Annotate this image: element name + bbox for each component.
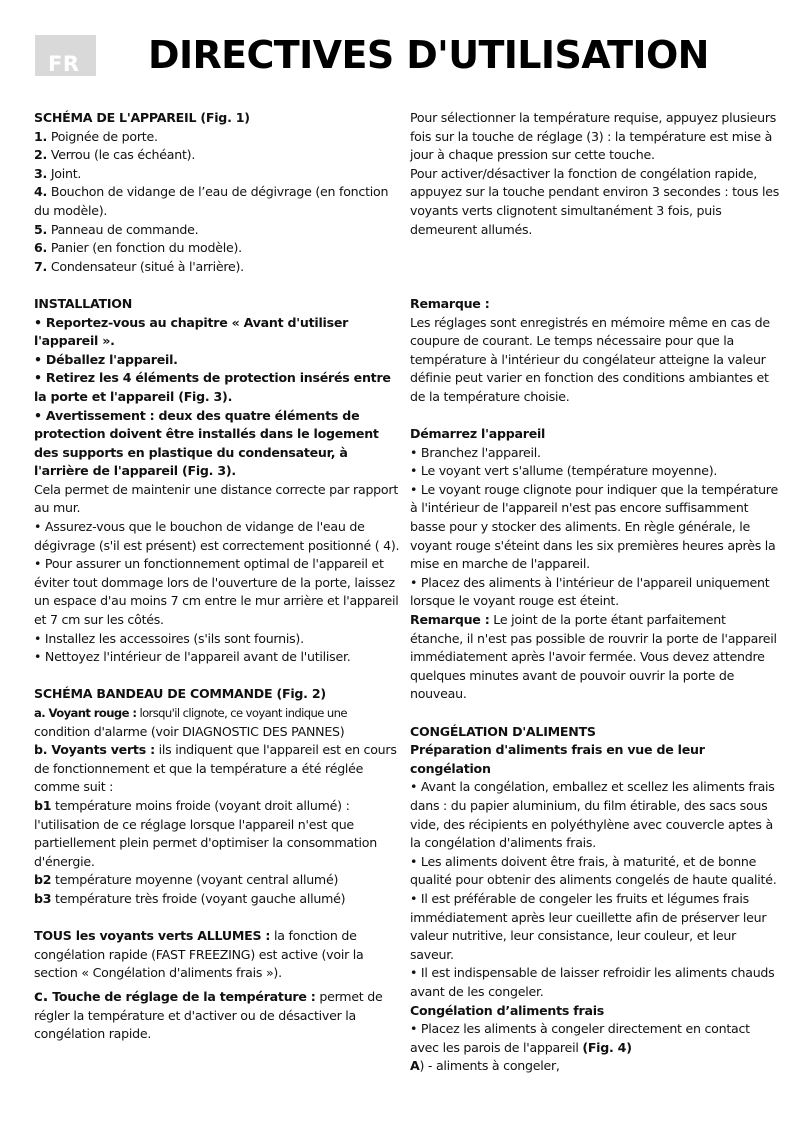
schema-item: 7. Condensateur (situé à l'arrière). xyxy=(34,258,244,274)
schema-item: 4. Bouchon de vidange de l’eau de dégivrage (en fonction du modèle). xyxy=(34,184,389,218)
bandeau-b3: b3 température très froide (voyant gauche allumé) xyxy=(34,890,346,906)
schema-item: 6. Panier (en fonction du modèle). xyxy=(34,240,242,256)
installation-heading: INSTALLATION xyxy=(34,295,132,311)
congelation-place: • Placez les aliments à congeler directement en contact avec les parois de l'appareil (Fig. 4) xyxy=(410,1021,750,1055)
installation-item: Cela permet de maintenir une distance correcte par rapport au mur. xyxy=(34,481,399,516)
schema-heading: SCHÉMA DE L'APPAREIL (Fig. 1) xyxy=(34,110,250,125)
bandeau-b: b. Voyants verts : ils indiquent que l'appareil est en cours de fonctionnement et que la température a été réglée comme suit : xyxy=(34,742,397,795)
installation-item: • Assurez-vous que le bouchon de vidange de l'eau de dégivrage (s'il est présent) est correctement positionné ( 4). xyxy=(34,519,400,553)
demarrez-item: • Le voyant vert s'allume (température moyenne). xyxy=(410,463,718,479)
demarrez-item: • Branchez l'appareil. xyxy=(410,444,541,460)
bandeau-tous: TOUS les voyants verts ALLUMES : la fonction de congélation rapide (FAST FREEZING) est active (voir la section « Congélation d'aliments frais »). xyxy=(34,928,364,981)
installation-item: • Installez les accessoires (s'ils sont fournis). xyxy=(34,630,304,646)
remarque-heading: Remarque : xyxy=(410,295,490,311)
congelation-item: • Il est indispensable de laisser refroidir les aliments chauds avant de les congeler. xyxy=(410,965,775,999)
intro-paragraph: Pour sélectionner la température requise, appuyez plusieurs fois sur la touche de réglage (3) : la température est mise à jour à chaque pression sur cette touche. xyxy=(410,110,777,163)
installation-bold-item: • Reportez-vous au chapitre « Avant d'utiliser l'appareil ». xyxy=(34,314,349,349)
remarque-text: Les réglages sont enregistrés en mémoire même en cas de coupure de courant. Le temps nécessaire pour que la température à l'intérieur du congélateur atteigne la valeur définie peut varier en fonction des conditions ambiantes et de la température choisie. xyxy=(410,314,770,404)
language-badge-label: FR xyxy=(48,52,80,76)
installation-bold-item: • Retirez les 4 éléments de protection insérés entre la porte et l'appareil (Fig. 3). xyxy=(34,370,391,404)
schema-item: 3. Joint. xyxy=(34,165,82,181)
bandeau-b1: b1 température moins froide (voyant droit allumé) : l'utilisation de ce réglage lorsque l'appareil n'est que partiellement plein permet d'optimiser la consommation d'énergie. xyxy=(34,797,377,869)
intro-paragraph: Pour activer/désactiver la fonction de congélation rapide, appuyez sur la touche pendant environ 3 secondes : tous les voyants verts clignotent simultanément 3 fois, puis demeurent allumés. xyxy=(410,165,780,237)
installation-bold-item: • Avertissement : deux des quatre éléments de protection doivent être installés dans le logement des supports en plastique du condensateur, à l'arrière de l'appareil (Fig. 3). xyxy=(34,407,379,479)
congelation-item: • Les aliments doivent être frais, à maturité, et de bonne qualité pour obtenir des aliments congelés de haute qualité. xyxy=(410,853,777,888)
schema-item: 5. Panneau de commande. xyxy=(34,221,199,237)
bandeau-b2: b2 température moyenne (voyant central allumé) xyxy=(34,872,339,888)
schema-item: 1. Poignée de porte. xyxy=(34,128,158,144)
demarrez-note: Remarque : Le joint de la porte étant parfaitement étanche, il n'est pas possible de rouvrir la porte de l'appareil immédiatement après l'avoir fermée. Vous devez attendre quelques minutes avant de pouvoir ouvrir la porte de nouveau. xyxy=(410,612,777,702)
language-badge xyxy=(35,35,96,76)
congelation-subheading-2: Congélation d’aliments frais xyxy=(410,1002,605,1018)
congelation-heading: CONGÉLATION D'ALIMENTS xyxy=(410,723,596,739)
congelation-a: A) - aliments à congeler, xyxy=(410,1058,560,1074)
demarrez-heading: Démarrez l'appareil xyxy=(410,426,546,442)
bandeau-heading: SCHÉMA BANDEAU DE COMMANDE (Fig. 2) xyxy=(34,686,326,702)
demarrez-item: • Placez des aliments à l'intérieur de l'appareil uniquement lorsque le voyant rouge est éteint. xyxy=(410,574,770,609)
bandeau-a-cont: condition d'alarme (voir DIAGNOSTIC DES PANNES) xyxy=(34,723,345,739)
bandeau-c: c. Touche de réglage de la température : permet de régler la température et d'activer ou de désactiver la congélation rapide. xyxy=(34,986,383,1042)
left-column xyxy=(34,109,400,1044)
schema-item: 2. Verrou (le cas échéant). xyxy=(34,147,196,163)
congelation-subheading: Préparation d'aliments frais en vue de leur congélation xyxy=(410,742,705,776)
installation-item: • Pour assurer un fonctionnement optimal de l'appareil et éviter tout dommage lors de l'ouverture de la porte, laissez un espace d'au moins 7 cm entre le mur arrière et l'appareil et 7 cm sur les côtés. xyxy=(34,556,399,628)
page-title: DIRECTIVES D'UTILISATION xyxy=(148,33,709,77)
congelation-item: • Avant la congélation, emballez et scellez les aliments frais dans : du papier aluminium, du film étirable, des sacs sous vide, des récipients en polyéthylène avec couvercle aptes à la congélation d'aliments frais. xyxy=(410,779,775,851)
congelation-item: • Il est préférable de congeler les fruits et légumes frais immédiatement après leur cueillette afin de préserver leur valeur nutritive, leur consistance, leur couleur, et leur saveur. xyxy=(410,890,767,962)
installation-bold-item: • Déballez l'appareil. xyxy=(34,351,178,367)
bandeau-a: a. Voyant rouge : lorsqu'il clignote, ce voyant indique une xyxy=(34,706,347,720)
demarrez-item: • Le voyant rouge clignote pour indiquer que la température à l'intérieur de l'appareil n'est pas encore suffisamment basse pour y stocker des aliments. En règle générale, le voyant rouge s'éteint dans les six premières heures après la mise en marche de l'appareil. xyxy=(410,481,778,572)
installation-item: • Nettoyez l'intérieur de l'appareil avant de l'utiliser. xyxy=(34,649,351,665)
right-column xyxy=(410,109,782,1076)
